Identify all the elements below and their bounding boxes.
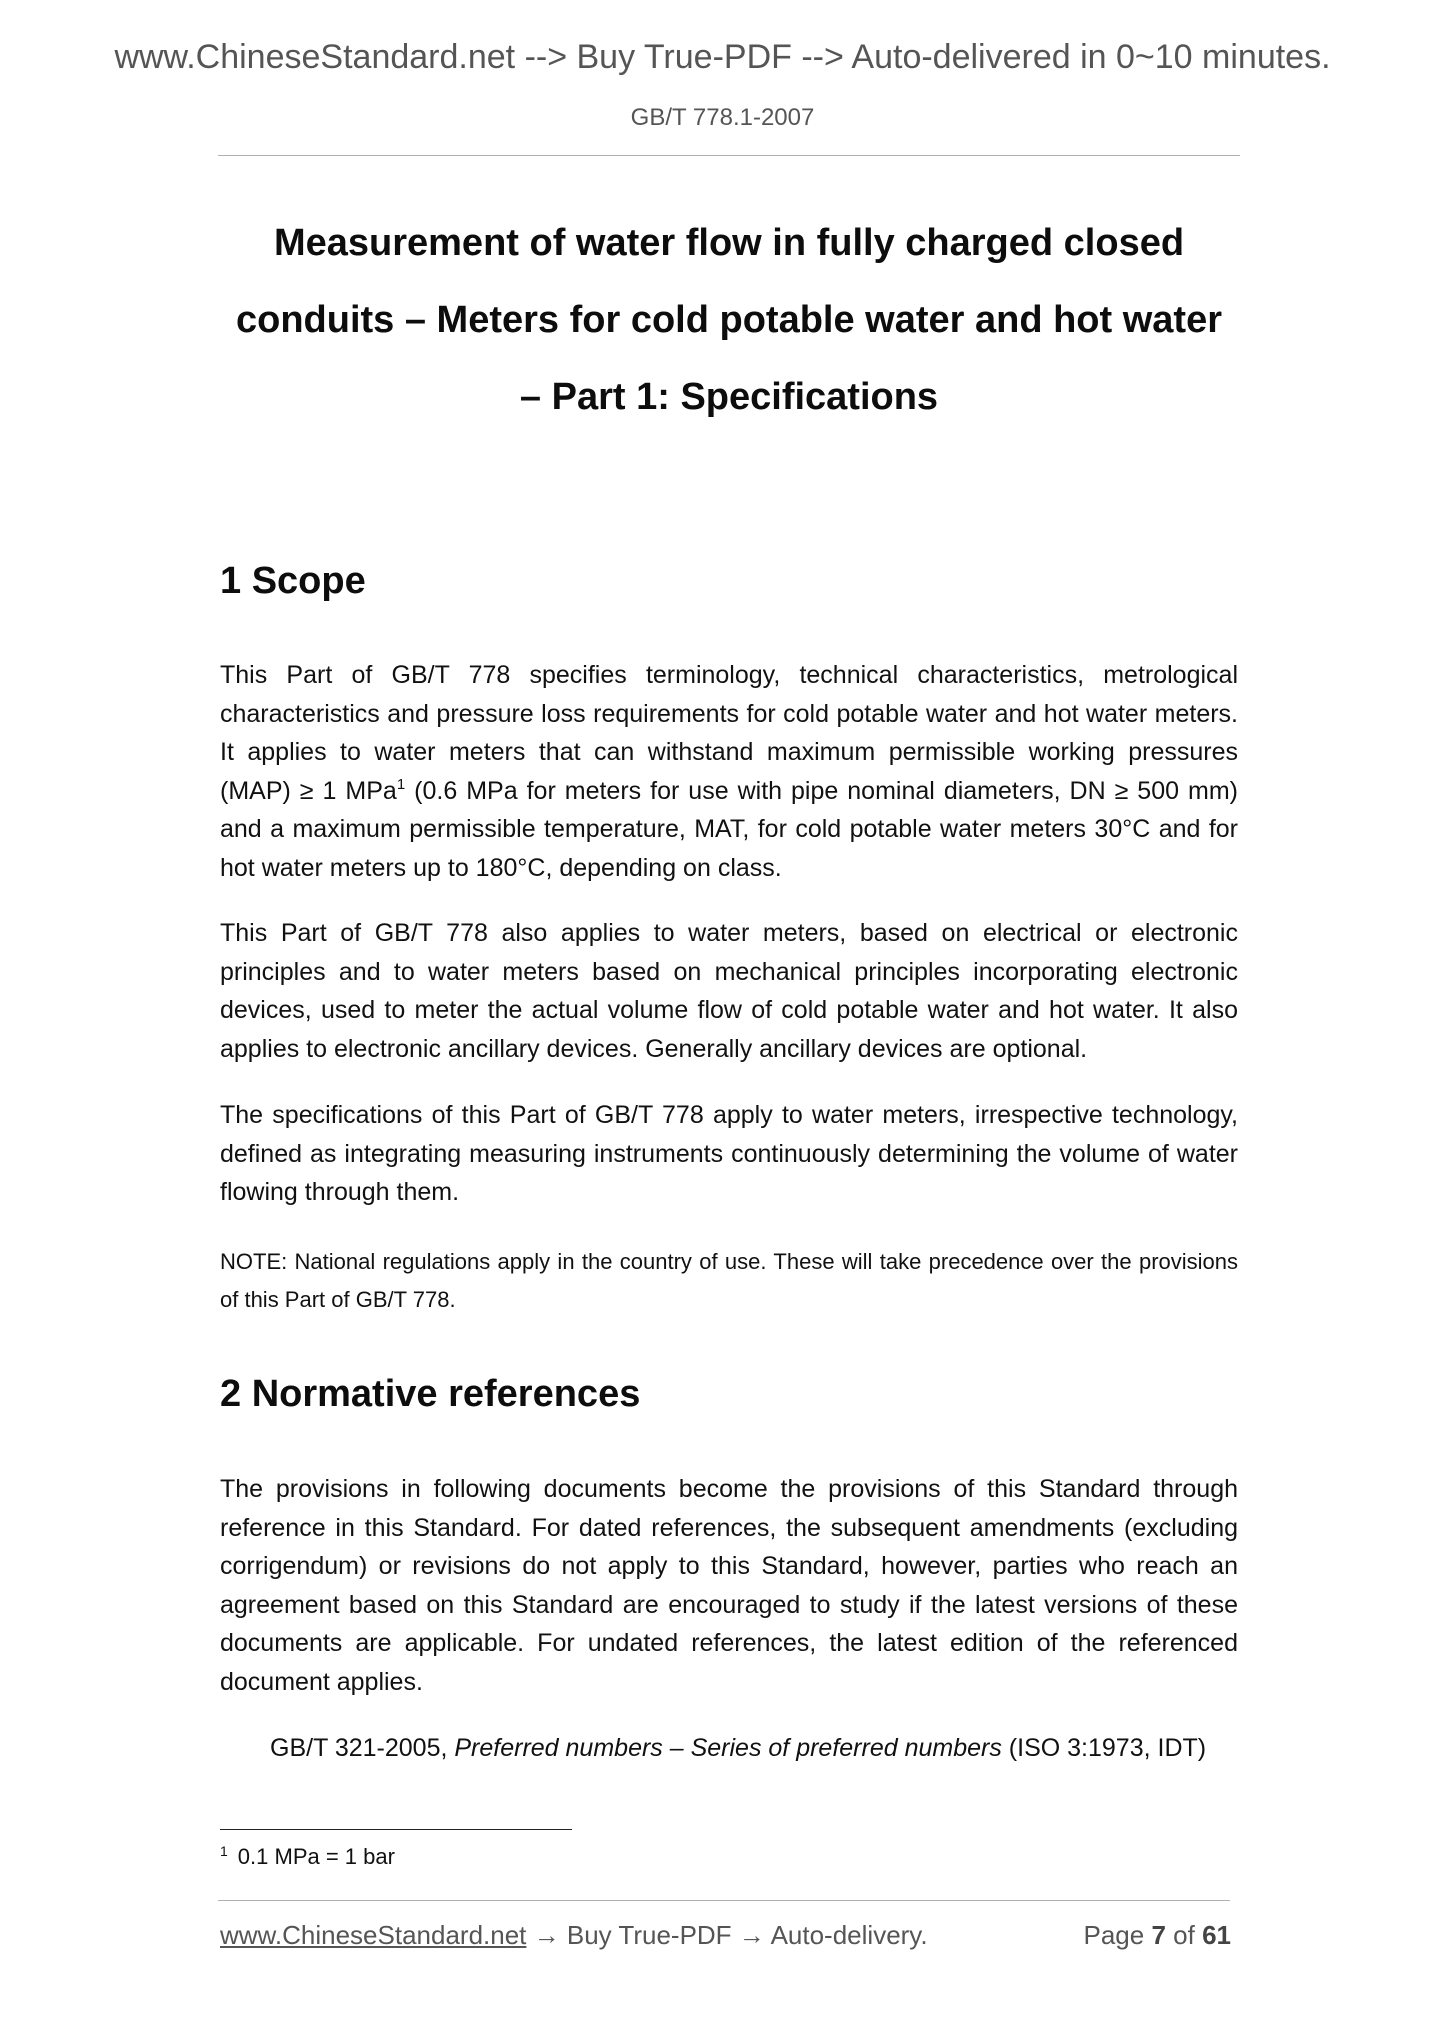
title-line-1: Measurement of water flow in fully charged closed: [273, 222, 1185, 264]
title-line-3: – Part 1: Specifications: [519, 376, 939, 418]
reference-title: Preferred numbers – Series of preferred numbers: [454, 1734, 1002, 1762]
reference-code: GB/T 321-2005,: [270, 1734, 455, 1762]
top-banner: www.ChineseStandard.net --> Buy True-PDF --> Auto-delivered in 0~10 minutes.: [114, 38, 1331, 76]
references-paragraph: The provisions in following documents become the provisions of this Standard through reference in this Standard. For dated references, the subsequent amendments (excluding corrigendum) or revisions do not apply to this Standard, however, parties who reach an agreement based on this Standard are encouraged to study if the latest versions of these documents are applicable. For undated references, the latest edition of the referenced document applies.: [220, 1475, 1238, 1696]
footnote-text: 0.1 MPa = 1 bar: [237, 1844, 395, 1869]
of-label: of: [1173, 1920, 1195, 1950]
reference-item-gbt-321: [270, 1729, 1238, 1768]
scope-p1-text-a: This Part of GB/T 778 specifies terminology, technical characteristics, metrological characteristics and pressure loss requirements for cold potable water and hot water meters. It applies to water meters that can withstand maximum permissible working pressures (MAP) ≥ 1 MPa: [220, 661, 1238, 805]
page-label: Page: [1083, 1920, 1145, 1950]
header-divider: [218, 155, 1240, 156]
current-page-number: 7: [1151, 1920, 1166, 1950]
page-indicator: [1083, 1920, 1231, 1951]
footer-promo: [220, 1920, 928, 1951]
footnote-mark: 1: [220, 1843, 228, 1859]
footer-promo-text: → Buy True-PDF → Auto-delivery.: [526, 1920, 928, 1950]
footer-divider: [218, 1900, 1230, 1901]
document-title: [218, 205, 1240, 436]
footnote-reference: 1: [396, 775, 406, 793]
footer-site-link[interactable]: www.ChineseStandard.net: [220, 1920, 527, 1950]
footnote-divider: [220, 1829, 572, 1830]
scope-p1-text-b: (0.6 MPa for meters for use with pipe nominal diameters, DN ≥ 500 mm) and a maximum permissible temperature, MAT, for cold potable water meters 30°C and for hot water meters up to 180°C, depending on class.: [220, 776, 1238, 882]
section-heading-normative-references: 2 Normative references: [220, 1373, 641, 1415]
reference-suffix: (ISO 3:1973, IDT): [1001, 1734, 1207, 1762]
total-pages: 61: [1202, 1920, 1231, 1950]
section-heading-scope: 1 Scope: [220, 560, 366, 602]
title-line-2: conduits – Meters for cold potable water and hot water: [235, 299, 1223, 341]
footnote: [220, 1843, 395, 1870]
scope-note: NOTE: National regulations apply in the country of use. These will take precedence over the provisions of this Part of GB/T 778.: [220, 1249, 1238, 1312]
scope-paragraph-3: The specifications of this Part of GB/T 778 apply to water meters, irrespective technology, defined as integrating measuring instruments continuously determining the volume of water flowing through them.: [220, 1101, 1238, 1206]
scope-paragraph-2: This Part of GB/T 778 also applies to water meters, based on electrical or electronic principles and to water meters based on mechanical principles incorporating electronic devices, used to meter the actual volume flow of cold potable water and hot water. It also applies to electronic ancillary devices. Generally ancillary devices are optional.: [220, 919, 1238, 1063]
document-code: GB/T 778.1-2007: [630, 104, 815, 131]
scope-paragraph-1: [220, 656, 1238, 887]
